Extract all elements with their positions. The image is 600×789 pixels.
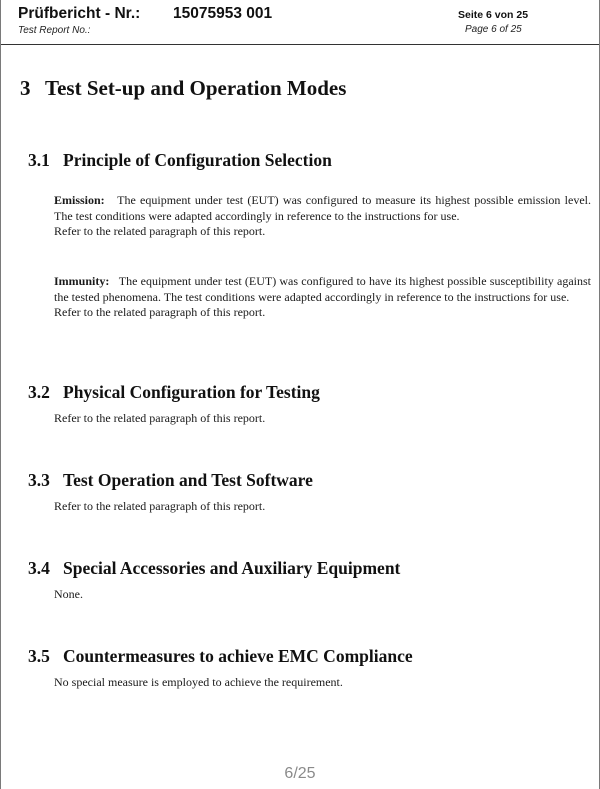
section-number: 3.1: [28, 150, 50, 170]
emission-paragraph: [54, 193, 591, 240]
report-title-de: Prüfbericht - Nr.:: [18, 5, 141, 22]
section-title: Test Operation and Test Software: [63, 470, 313, 490]
section-heading-3-1: [28, 150, 332, 171]
section-title: Principle of Configuration Selection: [63, 150, 332, 170]
chapter-number: 3: [20, 76, 31, 100]
section-body: Refer to the related paragraph of this report.: [54, 411, 266, 425]
section-title: Countermeasures to achieve EMC Compliance: [63, 646, 413, 666]
page-number-en: Page 6 of 25: [465, 24, 522, 35]
section-heading-3-5: [28, 646, 413, 667]
immunity-paragraph: [54, 274, 591, 321]
page-number-de: Seite 6 von 25: [458, 9, 529, 21]
section-3-5-text: [54, 675, 591, 691]
chapter-title: Test Set-up and Operation Modes: [45, 76, 347, 100]
viewer-page-indicator: 6/25: [284, 765, 316, 782]
section-heading-3-4: [28, 558, 400, 579]
section-number: 3.4: [28, 558, 50, 578]
section-heading-3-3: [28, 470, 313, 491]
immunity-label: Immunity:: [54, 274, 110, 288]
section-body: No special measure is employed to achieve the requirement.: [54, 675, 343, 689]
section-number: 3.2: [28, 382, 50, 402]
report-number: 15075953 001: [173, 5, 273, 22]
section-number: 3.3: [28, 470, 50, 490]
emission-reference: Refer to the related paragraph of this report.: [54, 224, 266, 238]
emission-text: The equipment under test (EUT) was configured to measure its highest possible emission level. The test conditions were adapted accordingly in reference to the instructions for use.: [54, 193, 591, 223]
section-title: Physical Configuration for Testing: [63, 382, 320, 402]
section-3-4-text: [54, 587, 591, 603]
section-3-3-text: [54, 499, 591, 515]
report-header: [1, 0, 599, 45]
section-title: Special Accessories and Auxiliary Equipment: [63, 558, 401, 578]
report-title-en: Test Report No.:: [18, 25, 91, 36]
section-heading-3-2: [28, 382, 320, 403]
section-body: None.: [54, 587, 83, 601]
section-body: Refer to the related paragraph of this report.: [54, 499, 266, 513]
immunity-text: The equipment under test (EUT) was configured to have its highest possible susceptibility against the tested phenomena. The test conditions were adapted accordingly in reference to the instructions for use.: [54, 274, 591, 304]
emission-label: Emission:: [54, 193, 105, 207]
section-number: 3.5: [28, 646, 50, 666]
immunity-reference: Refer to the related paragraph of this report.: [54, 305, 266, 319]
section-3-2-text: [54, 411, 591, 427]
chapter-heading: [20, 76, 346, 101]
